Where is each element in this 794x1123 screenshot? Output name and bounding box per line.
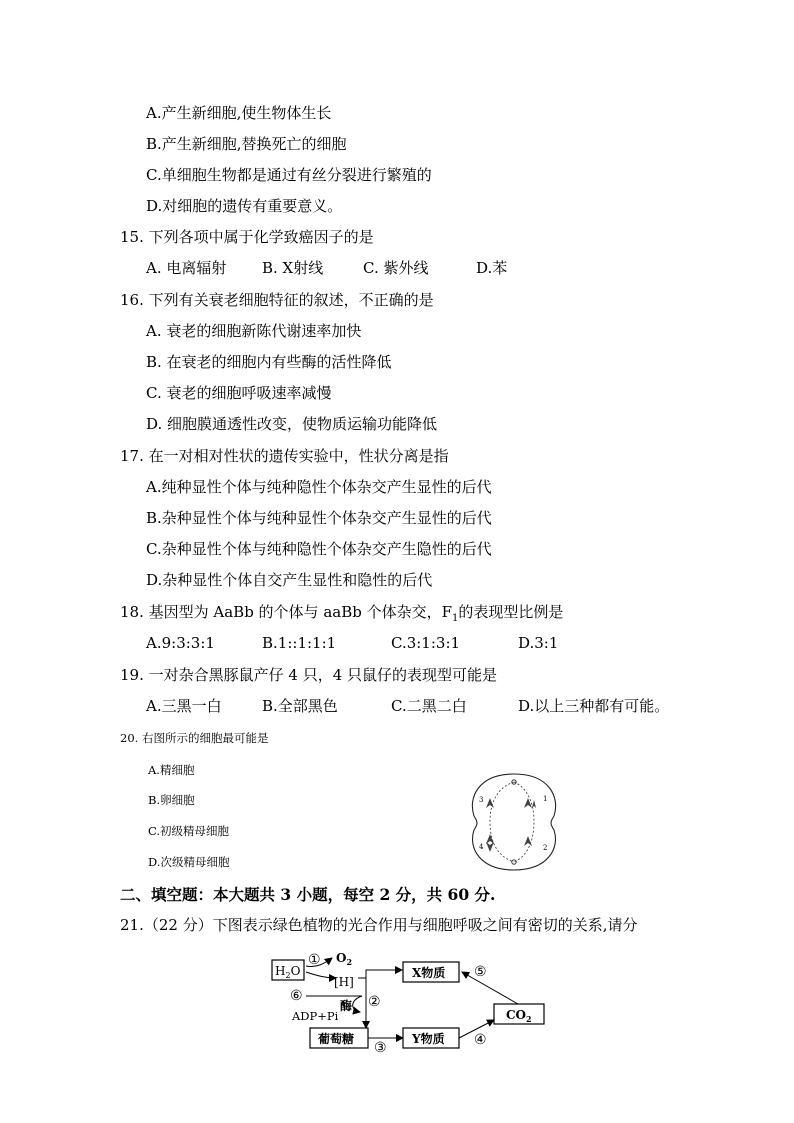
q14-option-d: D.对细胞的遗传有重要意义。 — [146, 197, 343, 215]
figure-label-2: 2 — [543, 844, 548, 852]
arrow-co2-to-x — [462, 972, 518, 1004]
q16-option-a: A. 衰老的细胞新陈代谢速率加快 — [146, 322, 362, 340]
x-substance-label: X物质 — [412, 966, 446, 980]
q19-option-c: C.二黑二白 — [391, 697, 467, 715]
q20-option-d: D.次级精母细胞 — [148, 855, 230, 869]
enzyme-arrow — [353, 996, 362, 1012]
q15-option-a: A. 电离辐射 — [146, 259, 227, 277]
q20-option-a: A.精细胞 — [148, 763, 195, 777]
h-label: [H] — [334, 975, 354, 989]
step-3-marker: ③ — [374, 1040, 387, 1056]
q18-stem — [120, 602, 563, 629]
q15-options — [146, 258, 666, 278]
q18-option-d: D.3:1 — [518, 634, 559, 652]
q15-option-b: B. X射线 — [262, 259, 324, 277]
q14-option-b: B.产生新细胞,替换死亡的细胞 — [146, 135, 347, 153]
q18-option-c: C.3:1:3:1 — [391, 634, 461, 652]
metabolism-diagram — [266, 948, 566, 1058]
o2-label: $O_2$ — [336, 951, 353, 967]
arrow-h2o-to-h — [306, 972, 336, 978]
q17-option-c: C.杂种显性个体与纯种隐性个体杂交产生隐性的后代 — [146, 540, 492, 558]
q17-option-b: B.杂种显性个体与纯种显性个体杂交产生显性的后代 — [146, 509, 492, 527]
q16-option-d: D. 细胞膜通透性改变，使物质运输功能降低 — [146, 415, 438, 433]
step-6-marker: ⑥ — [290, 988, 303, 1004]
spindle-fiber-left — [490, 782, 514, 862]
chromosome-1 — [524, 798, 532, 808]
step-2-marker: ② — [368, 994, 381, 1010]
q18-stem-text: 18. 基因型为 AaBb 的个体与 aaBb 个体杂交，F — [120, 603, 453, 621]
co2-label: $CO_2$ — [506, 1008, 532, 1024]
arrow-h-to-x — [358, 970, 402, 978]
q18-stem-subscript: 1 — [452, 613, 459, 624]
q20-stem: 20. 右图所示的细胞最可能是 — [120, 731, 269, 745]
q17-option-a: A.纯种显性个体与纯种隐性个体杂交产生显性的后代 — [146, 478, 492, 496]
q19-stem: 19. 一对杂合黑豚鼠产仔 4 只，4 只鼠仔的表现型可能是 — [120, 666, 498, 684]
q18-option-a: A.9:3:3:1 — [146, 634, 215, 652]
chromosome-4 — [486, 834, 494, 844]
q14-option-a: A.产生新细胞,使生物体生长 — [146, 104, 332, 122]
q17-stem: 17. 在一对相对性状的遗传实验中，性状分离是指 — [120, 447, 449, 465]
chromosome-1b — [532, 800, 536, 808]
glucose-label: 葡萄糖 — [318, 1032, 355, 1046]
q15-option-d: D.苯 — [476, 259, 508, 277]
section-heading: 二、填空题：本大题共 3 小题，每空 2 分，共 60 分. — [120, 885, 496, 904]
step-5-marker: ⑤ — [474, 964, 487, 980]
adp-label: ADP+Pi — [292, 1009, 339, 1023]
q17-option-d: D.杂种显性个体自交产生显性和隐性的后代 — [146, 571, 433, 589]
figure-label-4: 4 — [479, 843, 484, 851]
step-4-marker: ④ — [474, 1032, 487, 1048]
q20-option-b: B.卵细胞 — [148, 793, 195, 807]
chromosome-2 — [524, 836, 532, 846]
q16-option-c: C. 衰老的细胞呼吸速率减慢 — [146, 384, 332, 402]
cell-membrane — [472, 774, 555, 870]
q16-stem: 16. 下列有关衰老细胞特征的叙述，不正确的是 — [120, 291, 434, 309]
figure-label-3: 3 — [479, 796, 484, 804]
y-substance-label: Y物质 — [412, 1032, 445, 1046]
chromosome-4b — [486, 842, 494, 852]
q19-options — [146, 696, 686, 716]
q15-option-c: C. 紫外线 — [363, 259, 429, 277]
q20-option-c: C.初级精母细胞 — [148, 824, 230, 838]
figure-label-1: 1 — [543, 795, 548, 803]
q18-option-b: B.1::1:1:1 — [262, 634, 337, 652]
enzyme-label: 酶 — [340, 999, 353, 1013]
cell-figure — [462, 768, 566, 876]
spindle-fiber-right — [514, 782, 534, 862]
q19-option-b: B.全部黑色 — [262, 697, 338, 715]
q18-options — [146, 633, 666, 653]
q14-option-c: C.单细胞生物都是通过有丝分裂进行繁殖的 — [146, 166, 432, 184]
chromosome-3 — [486, 798, 494, 808]
q21-stem: 21.（22 分）下图表示绿色植物的光合作用与细胞呼吸之间有密切的关系,请分 — [120, 916, 638, 934]
q15-stem: 15. 下列各项中属于化学致癌因子的是 — [120, 228, 374, 246]
q19-option-a: A.三黑一白 — [146, 697, 222, 715]
q16-option-b: B. 在衰老的细胞内有些酶的活性降低 — [146, 353, 392, 371]
h2o-label: $H_2O$ — [275, 964, 301, 980]
q18-stem-text-end: 的表现型比例是 — [458, 603, 564, 621]
q19-option-d: D.以上三种都有可能。 — [518, 697, 670, 715]
step-1-marker: ① — [308, 952, 321, 968]
